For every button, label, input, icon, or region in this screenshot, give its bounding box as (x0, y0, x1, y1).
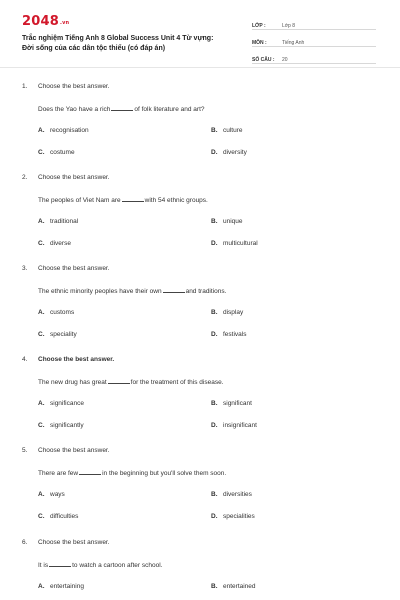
header-divider (0, 67, 400, 68)
option-text: customs (50, 309, 75, 316)
answer-options (38, 126, 382, 158)
sentence-start: The ethnic minority peoples have their own (38, 288, 162, 295)
question-instruction: Choose the best answer. (38, 265, 110, 272)
option-text: costume (50, 149, 75, 156)
option-text: unique (223, 218, 243, 225)
question-sentence (38, 285, 382, 297)
question-number: 1. (22, 83, 28, 90)
option-letter: C. (38, 240, 45, 247)
option-letter: C. (38, 331, 45, 338)
option-letter: D. (211, 513, 218, 520)
option-text: entertaining (50, 583, 84, 590)
sentence-start: There are few (38, 470, 79, 477)
meta-count-label: SỐ CÂU : (252, 57, 275, 63)
question-number: 3. (22, 265, 28, 272)
option-text: ways (50, 491, 65, 498)
sentence-start: Does the Yao have a rich (38, 106, 111, 113)
option-text: festivals (223, 331, 247, 338)
option-d[interactable] (211, 239, 384, 249)
question-sentence (38, 559, 382, 571)
option-a[interactable] (38, 399, 211, 409)
question-5 (22, 446, 382, 522)
option-letter: D. (211, 422, 218, 429)
option-letter: B. (211, 309, 218, 316)
option-text: diversities (223, 491, 252, 498)
option-letter: A. (38, 491, 45, 498)
sentence-end: with 54 ethnic groups. (144, 197, 208, 204)
meta-subject-row (252, 31, 376, 47)
answer-blank (79, 467, 101, 475)
option-b[interactable] (211, 582, 384, 592)
document-meta (252, 14, 376, 65)
option-d[interactable] (211, 421, 384, 431)
option-letter: C. (38, 513, 45, 520)
sentence-end: for the treatment of this disease. (130, 379, 224, 386)
option-text: speciality (50, 331, 77, 338)
option-letter: A. (38, 400, 45, 407)
sentence-end: of folk literature and art? (134, 106, 205, 113)
option-a[interactable] (38, 490, 211, 500)
meta-class-row (252, 14, 376, 30)
option-b[interactable] (211, 217, 384, 227)
site-logo[interactable] (22, 14, 69, 29)
document-title-line-2: Đời sống của các dân tộc thiểu (có đáp án) (22, 45, 166, 52)
option-d[interactable] (211, 148, 384, 158)
question-6 (22, 538, 382, 592)
answer-options (38, 308, 382, 340)
option-text: diverse (50, 240, 71, 247)
question-sentence (38, 194, 382, 206)
sentence-end: and traditions. (185, 288, 227, 295)
option-letter: D. (211, 331, 218, 338)
question-sentence (38, 103, 382, 115)
option-text: recognisation (50, 127, 89, 134)
option-b[interactable] (211, 308, 384, 318)
sentence-end: to watch a cartoon after school. (72, 562, 163, 569)
option-text: significant (223, 400, 252, 407)
option-text: diversity (223, 149, 247, 156)
answer-blank (111, 103, 133, 111)
option-text: entertained (223, 583, 256, 590)
option-d[interactable] (211, 330, 384, 340)
option-text: multicultural (223, 240, 258, 247)
question-instruction: Choose the best answer. (38, 83, 110, 90)
question-3 (22, 264, 382, 340)
answer-blank (49, 559, 71, 567)
option-a[interactable] (38, 126, 211, 136)
answer-options (38, 217, 382, 249)
answer-options (38, 490, 382, 522)
meta-count-row (252, 48, 376, 64)
option-c[interactable] (38, 512, 211, 522)
option-b[interactable] (211, 126, 384, 136)
document-title (22, 34, 242, 54)
option-letter: A. (38, 309, 45, 316)
option-text: traditional (50, 218, 79, 225)
question-sentence (38, 467, 382, 479)
meta-class-value: Lớp 8 (282, 23, 296, 29)
question-number: 5. (22, 447, 28, 454)
meta-count-value: 20 (282, 57, 288, 63)
option-text: specialities (223, 513, 255, 520)
question-number: 4. (22, 356, 28, 363)
question-instruction: Choose the best answer. (38, 539, 110, 546)
document-title-line-1: Trắc nghiệm Tiếng Anh 8 Global Success Unit 4 Từ vựng: (22, 35, 214, 42)
option-text: significance (50, 400, 84, 407)
option-letter: D. (211, 149, 218, 156)
answer-blank (122, 194, 144, 202)
option-letter: D. (211, 240, 218, 247)
question-number: 2. (22, 174, 28, 181)
option-letter: B. (211, 400, 218, 407)
question-instruction: Choose the best answer. (38, 356, 115, 363)
question-number: 6. (22, 539, 28, 546)
option-letter: C. (38, 149, 45, 156)
option-c[interactable] (38, 421, 211, 431)
option-b[interactable] (211, 490, 384, 500)
sentence-start: It is (38, 562, 49, 569)
option-c[interactable] (38, 148, 211, 158)
logo-text: 2048 (22, 14, 59, 29)
option-text: culture (223, 127, 243, 134)
option-letter: A. (38, 218, 45, 225)
option-a[interactable] (38, 217, 211, 227)
option-c[interactable] (38, 239, 211, 249)
sentence-end: in the beginning but you'll solve them soon. (102, 470, 227, 477)
option-letter: B. (211, 127, 218, 134)
option-letter: B. (211, 583, 218, 590)
option-letter: C. (38, 422, 45, 429)
option-text: difficulties (50, 513, 79, 520)
question-instruction: Choose the best answer. (38, 174, 110, 181)
sentence-start: The peoples of Viet Nam are (38, 197, 121, 204)
option-letter: A. (38, 127, 45, 134)
meta-subject-label: MÔN : (252, 40, 267, 46)
option-a[interactable] (38, 308, 211, 318)
meta-subject-value: Tiếng Anh (282, 40, 305, 46)
option-text: insignificant (223, 422, 257, 429)
logo-tld: .vn (59, 20, 70, 26)
answer-blank (163, 285, 185, 293)
question-instruction: Choose the best answer. (38, 447, 110, 454)
question-4 (22, 355, 382, 431)
question-1 (22, 82, 382, 158)
option-a[interactable] (38, 582, 211, 592)
answer-blank (108, 376, 130, 384)
option-b[interactable] (211, 399, 384, 409)
answer-options (38, 399, 382, 431)
option-text: display (223, 309, 244, 316)
option-d[interactable] (211, 512, 384, 522)
option-letter: B. (211, 491, 218, 498)
option-text: significantly (50, 422, 84, 429)
sentence-start: The new drug has great (38, 379, 107, 386)
option-letter: B. (211, 218, 218, 225)
answer-options (38, 582, 382, 592)
question-2 (22, 173, 382, 249)
option-letter: A. (38, 583, 45, 590)
question-sentence (38, 376, 382, 388)
meta-class-label: LỚP : (252, 23, 266, 29)
option-c[interactable] (38, 330, 211, 340)
